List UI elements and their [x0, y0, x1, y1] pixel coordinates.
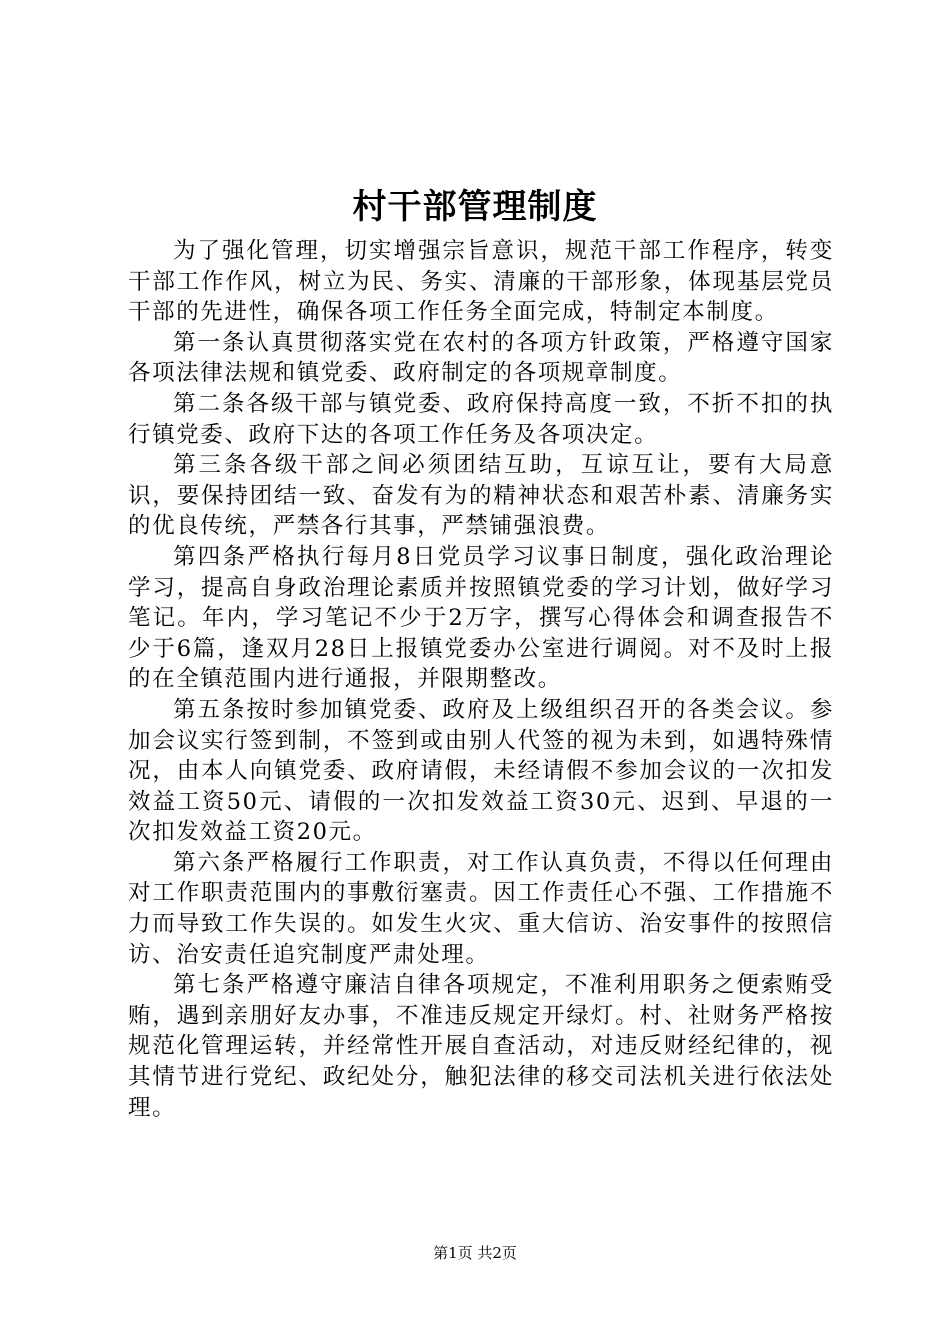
article-3-paragraph: 第三条各级干部之间必须团结互助，互谅互让，要有大局意识，要保持团结一致、奋发有为的精神状态和艰苦朴素、清廉务实的优良传统，严禁各行其事，严禁铺强浪费。: [128, 452, 834, 540]
intro-paragraph: 为了强化管理，切实增强宗旨意识，规范干部工作程序，转变干部工作作风，树立为民、务实、清廉的干部形象，体现基层党员干部的先进性，确保各项工作任务全面完成，特制定本制度。: [128, 238, 834, 326]
page-footer: 第1页 共2页: [433, 1244, 517, 1262]
article-2-paragraph: 第二条各级干部与镇党委、政府保持高度一致，不折不扣的执行镇党委、政府下达的各项工作任务及各项决定。: [128, 390, 834, 448]
document-title: 村干部管理制度: [352, 187, 598, 227]
document-body: [128, 236, 834, 1123]
article-4-paragraph: 第四条严格执行每月8日党员学习议事日制度，强化政治理论学习，提高自身政治理论素质并按照镇党委的学习计划，做好学习笔记。年内，学习笔记不少于2万字，撰写心得体会和调查报告不少于6篇，逢双月28日上报镇党委办公室进行调阅。对不及时上报的在全镇范围内进行通报，并限期整改。: [128, 543, 834, 693]
article-7-paragraph: 第七条严格遵守廉洁自律各项规定，不准利用职务之便索贿受贿，遇到亲朋好友办事，不准违反规定开绿灯。村、社财务严格按规范化管理运转，并经常性开展自查活动，对违反财经纪律的，视其情节进行党纪、政纪处分，触犯法律的移交司法机关进行依法处理。: [128, 972, 834, 1121]
article-5-paragraph: 第五条按时参加镇党委、政府及上级组织召开的各类会议。参加会议实行签到制，不签到或由别人代签的视为未到，如遇特殊情况，由本人向镇党委、政府请假，未经请假不参加会议的一次扣发效益工资50元、请假的一次扣发效益工资30元、迟到、早退的一次扣发效益工资20元。: [128, 696, 834, 846]
article-6-paragraph: 第六条严格履行工作职责，对工作认真负责，不得以任何理由对工作职责范围内的事敷衍塞责。因工作责任心不强、工作措施不力而导致工作失误的。如发生火灾、重大信访、治安事件的按照信访、治安责任追究制度严肃处理。: [128, 849, 834, 968]
article-1-paragraph: 第一条认真贯彻落实党在农村的各项方针政策，严格遵守国家各项法律法规和镇党委、政府制定的各项规章制度。: [128, 329, 834, 387]
